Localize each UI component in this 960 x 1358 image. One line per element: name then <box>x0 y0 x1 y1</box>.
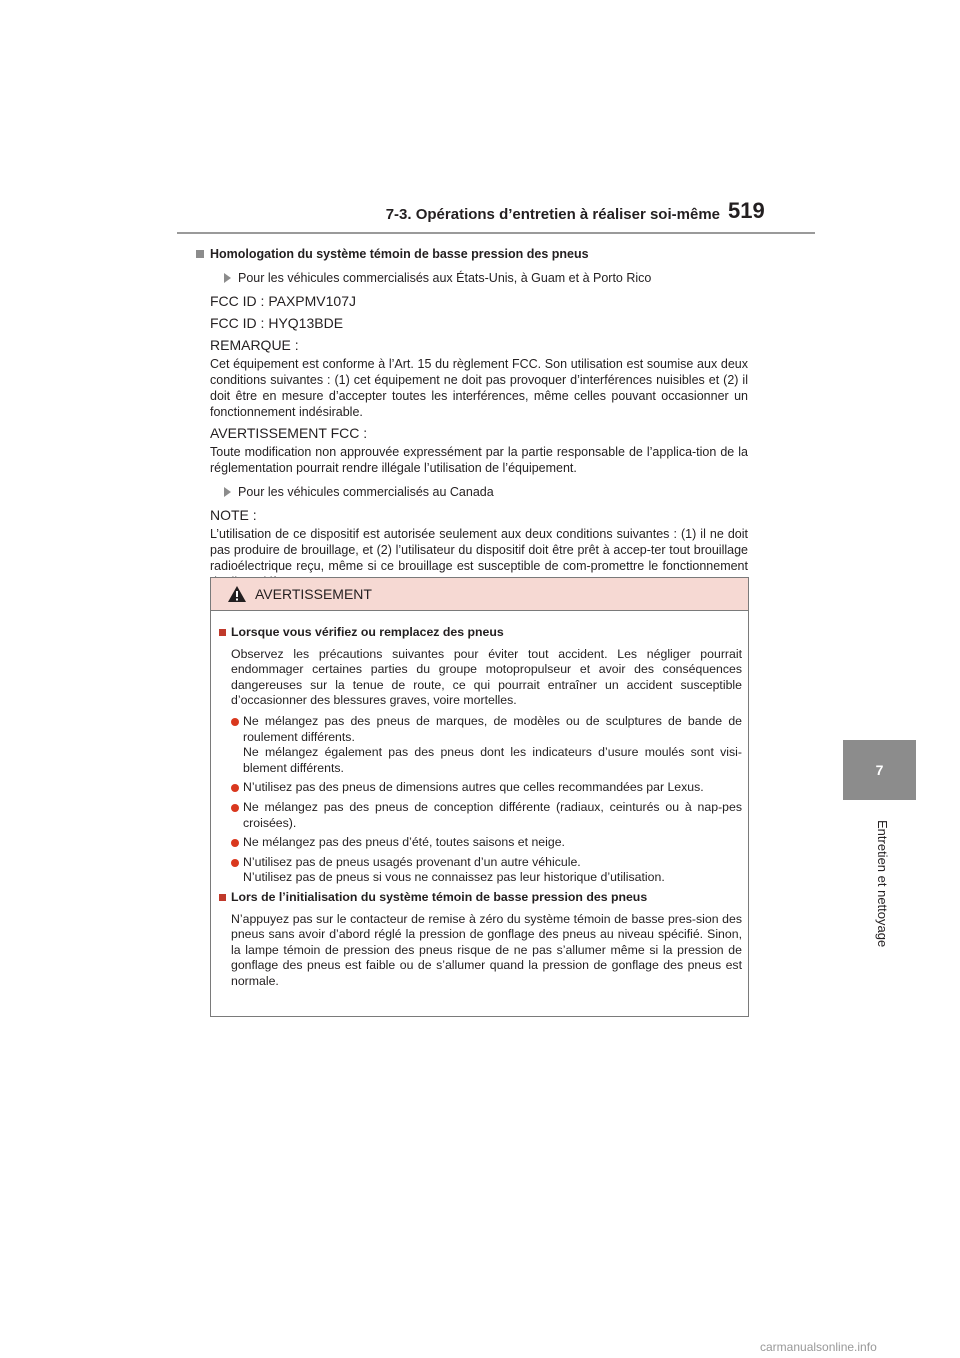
arrow-bullet-icon <box>224 487 231 497</box>
note-label: NOTE : <box>210 507 257 523</box>
warning-bullet-text: N’utilisez pas de pneus usagés provenant d’un autre véhicule. <box>243 854 581 869</box>
note-text: L’utilisation de ce dispositif est autorisée seulement aux deux conditions suivantes : (1) il ne doit pas produire de brouillage, et (2) l’utilisateur du dispositif doit être prêt à accep-ter tout brouillage radioélectrique reçu, même si ce brouillage est susceptible de com-promettre le fonctionnement <box>210 527 748 573</box>
section-heading-text: Homologation du système témoin de basse pression des pneus <box>210 247 589 261</box>
chapter-tab: 7 <box>843 740 916 800</box>
chapter-side-label: Entretien et nettoyage <box>875 820 890 948</box>
us-market-item <box>224 270 748 286</box>
us-market-text: Pour les véhicules commercialisés aux États-Unis, à Guam et à Porto Rico <box>238 271 652 285</box>
warning-body <box>211 611 748 989</box>
fcc-id-2: FCC ID : HYQ13BDE <box>210 315 344 331</box>
canada-market-item <box>224 484 748 500</box>
warning-section-2-heading: Lors de l’initialisation du système témoin de basse pression des pneus <box>231 889 648 904</box>
warning-section-heading <box>219 625 742 641</box>
warning-bullet-text: Ne mélangez pas des pneus de marques, de modèles ou de sculptures de bande de roulement différents. <box>243 713 742 744</box>
square-bullet-icon <box>196 250 204 258</box>
square-bullet-icon <box>219 629 226 636</box>
warning-bullet-text: Ne mélangez également pas des pneus dont les indicateurs d’usure moulés sont visi-blement différents. <box>243 745 742 775</box>
warning-title: AVERTISSEMENT <box>255 586 372 602</box>
warning-bullet <box>219 780 742 796</box>
warning-section-heading <box>219 890 742 906</box>
warning-header <box>211 578 748 611</box>
warning-section-1-intro: Observez les précautions suivantes pour éviter tout accident. Les négliger pourrait endommager certaines parties du groupe motopropulseur et avoir des conséquences dangereuses sur la tenue de route, ce qui pourrait entraîner un accident susceptible d’occasionner des blessures graves, voire mortelles. <box>231 646 742 708</box>
warning-section-1-heading: Lorsque vous vérifiez ou remplacez des pneus <box>231 625 504 639</box>
warning-bullet-text: N’utilisez pas de pneus si vous ne connaissez pas leur historique d’utilisation. <box>243 870 665 885</box>
warning-bullet <box>219 714 742 776</box>
section-heading <box>196 246 748 262</box>
watermark: carmanualsonline.info <box>760 1340 877 1354</box>
avert-fcc-text: Toute modification non approuvée expressément par la partie responsable de l’applica-tion de la réglementation pourrait rendre illégale l’utilisation de l’équipement. <box>210 445 748 475</box>
dot-bullet-icon <box>231 804 239 812</box>
warning-bullet-text: Ne mélangez pas des pneus de conception différente (radiaux, ceinturés ou à nap-pes croisées). <box>243 799 742 830</box>
arrow-bullet-icon <box>224 273 231 283</box>
warning-bullet-text: N’utilisez pas des pneus de dimensions autres que celles recommandées par Lexus. <box>243 780 704 795</box>
dot-bullet-icon <box>231 718 239 726</box>
warning-section-2-text: N’appuyez pas sur le contacteur de remise à zéro du système témoin de basse pres-sion des pneus sans avoir d’abord réglé la pression de gonflage des pneus au niveau spécifié. Sinon, la lampe témoin de pression des pneus risque de ne pas s’allumer même si la pression de gonflage des pneus est faible ou de s’allumer quand la pression de gonflage des pneus est normale. <box>231 911 742 988</box>
chapter-title: 7-3. Opérations d’entretien à réaliser soi-même <box>385 206 720 223</box>
header-divider <box>177 232 815 234</box>
warning-bullet <box>219 855 742 886</box>
remarque-label: REMARQUE : <box>210 337 299 353</box>
page-number: 519 <box>728 198 765 223</box>
warning-bullet <box>219 800 742 831</box>
remarque-text: Cet équipement est conforme à l’Art. 15 du règlement FCC. Son utilisation est soumise aux deux conditions suivantes : (1) cet équipement ne doit pas provoquer d’interférences nuisibles et (2) il doit être en mesure d’accepter toutes les interférences, même celles pouvant occasionner un fonctionnement indésirable. <box>210 357 748 419</box>
warning-bullet <box>219 835 742 851</box>
dot-bullet-icon <box>231 859 239 867</box>
avert-fcc-label: AVERTISSEMENT FCC : <box>210 425 368 441</box>
warning-box <box>210 577 749 1017</box>
fcc-id-1: FCC ID : PAXPMV107J <box>210 293 357 309</box>
canada-market-text: Pour les véhicules commercialisés au Canada <box>238 485 494 499</box>
main-content <box>210 246 748 594</box>
dot-bullet-icon <box>231 839 239 847</box>
warning-bullet-text: Ne mélangez pas des pneus d’été, toutes saisons et neige. <box>243 835 565 850</box>
square-bullet-icon <box>219 894 226 901</box>
warning-triangle-icon <box>227 585 247 603</box>
dot-bullet-icon <box>231 784 239 792</box>
